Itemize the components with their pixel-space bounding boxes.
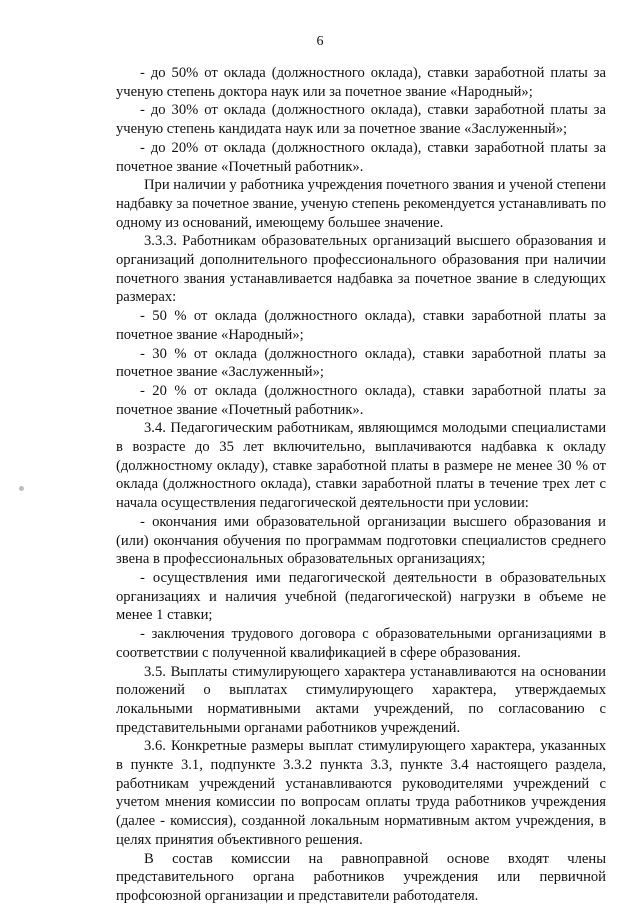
paragraph-doctor-degree: - до 50% от оклада (должностного оклада), ставки заработной платы за ученую степень доктора наук или за почетное звание «Народный»; <box>116 65 606 100</box>
paragraph-multiple-grounds: При наличии у работника учреждения почетного звания и ученой степени надбавку за почетное звание, ученую степень рекомендуется устанавливать по одному из оснований, имеющему большее значение. <box>116 177 606 231</box>
paragraph-3-5: 3.5. Выплаты стимулирующего характера устанавливаются на основании положений о выплатах стимулирующего характера, утверждаемых локальными нормативными актами учреждений, по согласованию с представительными органами работников учреждений. <box>116 663 606 736</box>
paragraph-30-percent: - 30 % от оклада (должностного оклада), ставки заработной платы за почетное звание «Заслуженный»; <box>116 345 606 381</box>
paragraph-3-6: 3.6. Конкретные размеры выплат стимулирующего характера, указанных в пункте 3.1, подпункте 3.3.2 пункта 3.3, пункте 3.4 настоящего раздела, работникам учреждений устанавливаются руководителями учреждений с учетом мнения комиссии по вопросам оплаты труда работников учреждения (далее - комиссия), созданной локальным нормативным актом учреждения, в целях принятия объективного решения. <box>116 738 606 848</box>
document-body <box>116 64 606 906</box>
paragraph-3-4: 3.4. Педагогическим работникам, являющимся молодыми специалистами в возрасте до 35 лет включительно, выплачиваются надбавка к окладу (должностному окладу), ставке заработной платы в размере не менее 30 % от оклада (должностного оклада), ставки заработной платы в течение трех лет с начала осуществления педагогической деятельности при условии: <box>116 420 606 512</box>
paragraph-candidate-degree: - до 30% от оклада (должностного оклада), ставки заработной платы за ученую степень кандидата наук или за почетное звание «Заслуженный»; <box>116 102 606 138</box>
paragraph-condition-graduation: - окончания ими образовательной организации высшего образования и (или) окончания обучения по программам подготовки специалистов среднего звена в профессиональных образовательных организациях; <box>116 513 606 568</box>
paragraph-commission-composition: В состав комиссии на равноправной основе входят члены представительного органа работников учреждения или первичной профсоюзной организации и представители работодателя. <box>116 850 606 904</box>
page-number: 6 <box>316 34 324 49</box>
paragraph-50-percent: - 50 % от оклада (должностного оклада), ставки заработной платы за почетное звание «Народный»; <box>116 308 606 343</box>
scan-dot <box>19 486 24 491</box>
paragraph-20-percent: - 20 % от оклада (должностного оклада), ставки заработной платы за почетное звание «Почетный работник». <box>116 382 606 418</box>
paragraph-condition-workload: - осуществления ими педагогической деятельности в образовательных организациях и наличия учебной (педагогической) нагрузки в объеме не менее 1 ставки; <box>116 569 606 624</box>
paragraph-3-3-3: 3.3.3. Работникам образовательных организаций высшего образования и организаций дополнительного профессионального образования при наличии почетного звания устанавливается надбавка за почетное звание в следующих размерах: <box>116 233 606 306</box>
paragraph-honored-worker: - до 20% от оклада (должностного оклада), ставки заработной платы за почетное звание «Почетный работник». <box>116 139 606 175</box>
paragraph-condition-contract: - заключения трудового договора с образовательными организациями в соответствии с полученной квалификацией в сфере образования. <box>116 626 606 661</box>
